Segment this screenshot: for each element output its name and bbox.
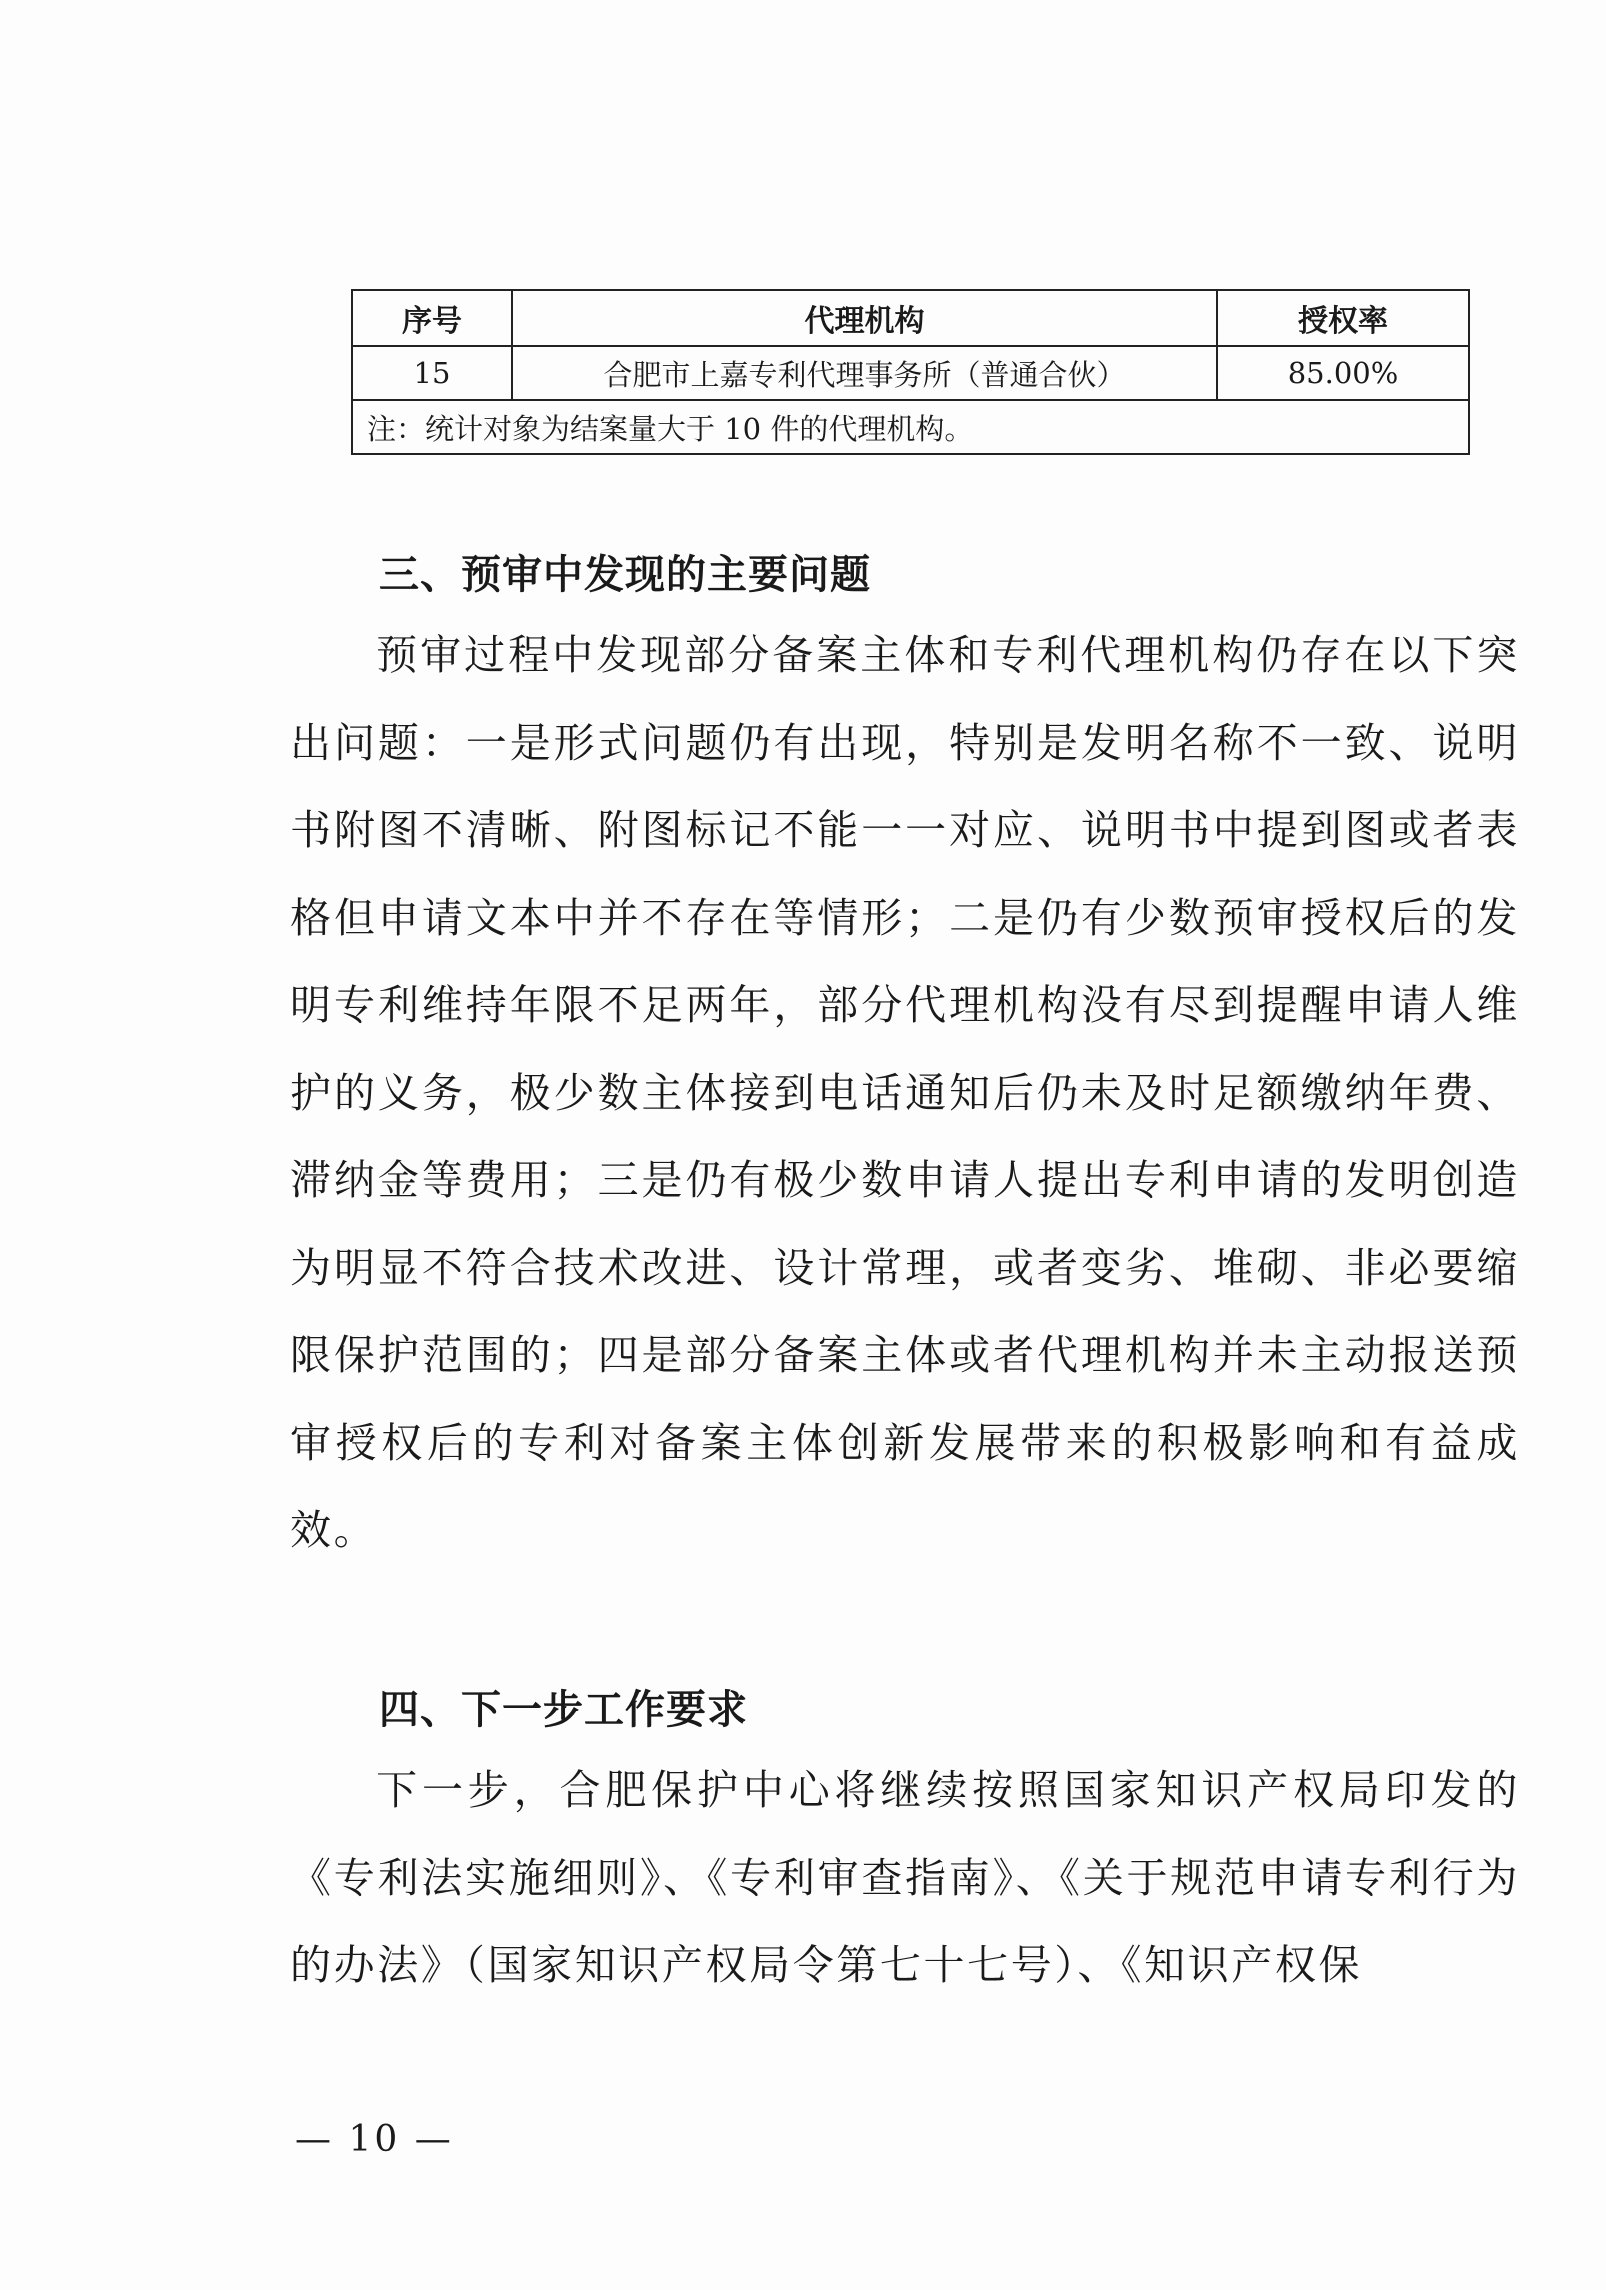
cell-agency: 合肥市上嘉专利代理事务所（普通合伙） xyxy=(512,346,1217,400)
section-3-paragraph: 预审过程中发现部分备案主体和专利代理机构仍存在以下突出问题：一是形式问题仍有出现，特别是发明名称不一致、说明书附图不清晰、附图标记不能一一对应、说明书中提到图或者表格但申请文本中并不存在等情形；二是仍有少数预审授权后的发明专利维持年限不足两年，部分代理机构没有尽到提醒申请人维护的义务，极少数主体接到电话通知后仍未及时足额缴纳年费、滞纳金等费用；三是仍有极少数申请人提出专利申请的发明创造为明显不符合技术改进、设计常理，或者变劣、堆砌、非必要缩限保护范围的；四是部分备案主体或者代理机构并未主动报送预审授权后的专利对备案主体创新发展带来的积极影响和有益成效。 xyxy=(290,631,1520,1554)
table-row xyxy=(352,346,1469,400)
header-rate: 授权率 xyxy=(1217,290,1469,346)
table-note-row xyxy=(352,400,1469,454)
header-agency: 代理机构 xyxy=(512,290,1217,346)
section-4-heading: 四、下一步工作要求 xyxy=(379,1687,748,1733)
header-index: 序号 xyxy=(352,290,512,346)
table-note: 注：统计对象为结案量大于 10 件的代理机构。 xyxy=(352,400,1469,454)
agency-table xyxy=(351,289,1470,455)
cell-rate: 85.00% xyxy=(1217,346,1469,400)
section-4-paragraph: 下一步，合肥保护中心将继续按照国家知识产权局印发的《专利法实施细则》、《专利审查指南》、《关于规范申请专利行为的办法》（国家知识产权局令第七十七号）、《知识产权保 xyxy=(290,1766,1520,1989)
table-header-row xyxy=(352,290,1469,346)
section-3-heading: 三、预审中发现的主要问题 xyxy=(379,552,871,598)
cell-index: 15 xyxy=(352,346,512,400)
page-number: — 10 — xyxy=(295,2119,454,2160)
